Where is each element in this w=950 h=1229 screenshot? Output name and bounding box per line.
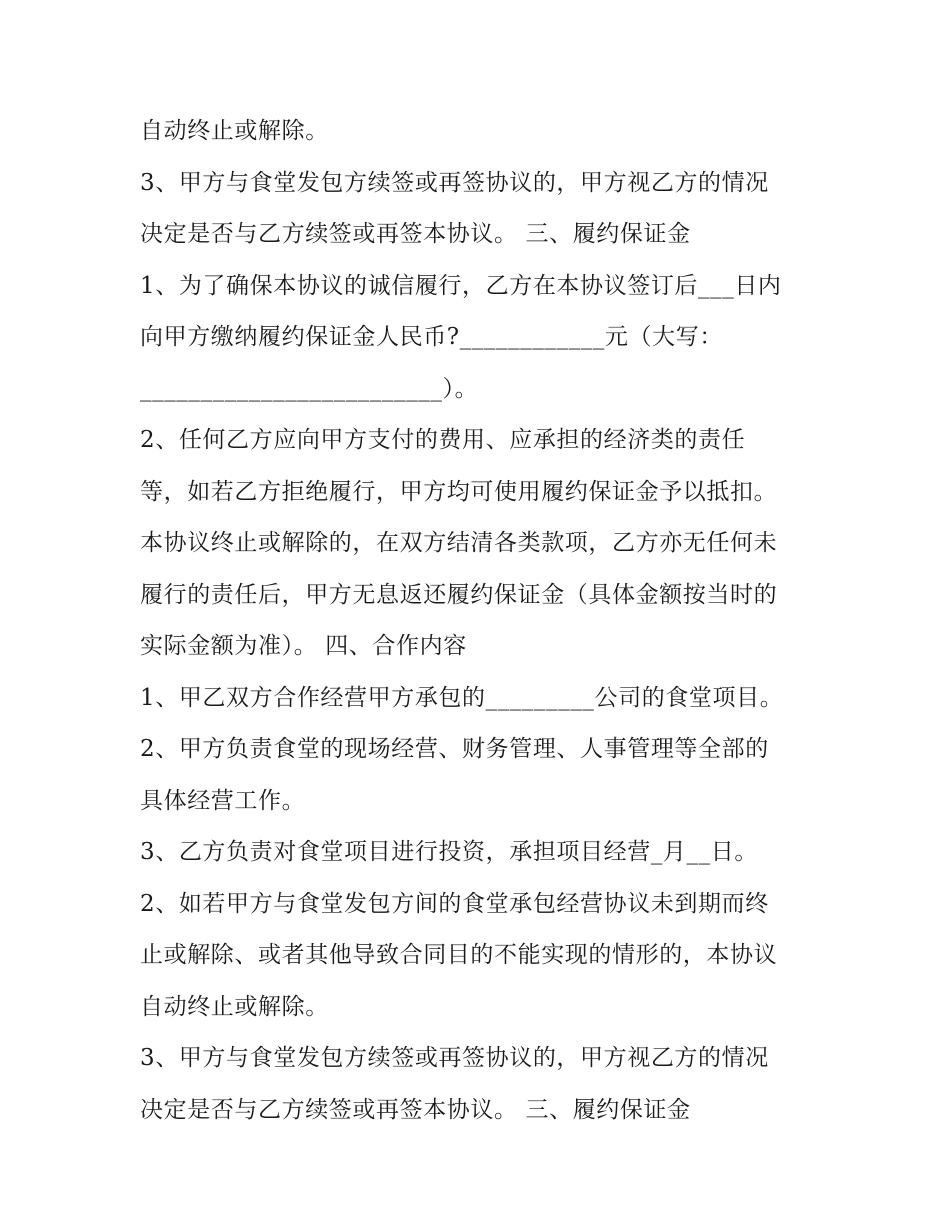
text-line: 本协议终止或解除的，在双方结清各类款项，乙方亦无任何未	[140, 530, 778, 556]
text-line: 等，如若乙方拒绝履行，甲方均可使用履约保证金予以抵扣。	[140, 478, 778, 505]
text-line: 决定是否与乙方续签或再签本协议。 三、履约保证金	[140, 1096, 691, 1123]
text-line: 1、甲乙双方合作经营甲方承包的_________公司的食堂项目。	[140, 684, 784, 711]
text-line: 止或解除、或者其他导致合同目的不能实现的情形的，本协议	[140, 942, 778, 968]
text-line: 3、甲方与食堂发包方续签或再签协议的，甲方视乙方的情况	[140, 169, 769, 196]
document-body	[140, 106, 840, 1136]
text-line: 3、乙方负责对食堂项目进行投资，承担项目经营_月__日。	[140, 839, 758, 865]
text-line: _________________________）。	[140, 375, 479, 402]
text-line: 实际金额为准）。 四、合作内容	[140, 633, 467, 659]
text-line: 3、甲方与食堂发包方续签或再签协议的，甲方视乙方的情况	[140, 1045, 769, 1071]
text-line: 向甲方缴纳履约保证金人民币?____________元（大写：	[140, 324, 723, 350]
text-line: 具体经营工作。	[140, 787, 306, 814]
text-line: 2、甲方负责食堂的现场经营、财务管理、人事管理等全部的	[140, 736, 769, 762]
text-line: 自动终止或解除。	[140, 993, 329, 1020]
text-line: 履行的责任后，甲方无息返还履约保证金（具体金额按当时的	[140, 581, 778, 608]
text-line: 1、为了确保本协议的诚信履行，乙方在本协议签订后___日内	[140, 272, 782, 299]
text-line: 2、如若甲方与食堂发包方间的食堂承包经营协议未到期而终	[140, 890, 769, 917]
text-line: 2、任何乙方应向甲方支付的费用、应承担的经济类的责任	[140, 427, 746, 453]
text-line: 自动终止或解除。	[140, 118, 329, 144]
text-line: 决定是否与乙方续签或再签本协议。 三、履约保证金	[140, 221, 691, 247]
